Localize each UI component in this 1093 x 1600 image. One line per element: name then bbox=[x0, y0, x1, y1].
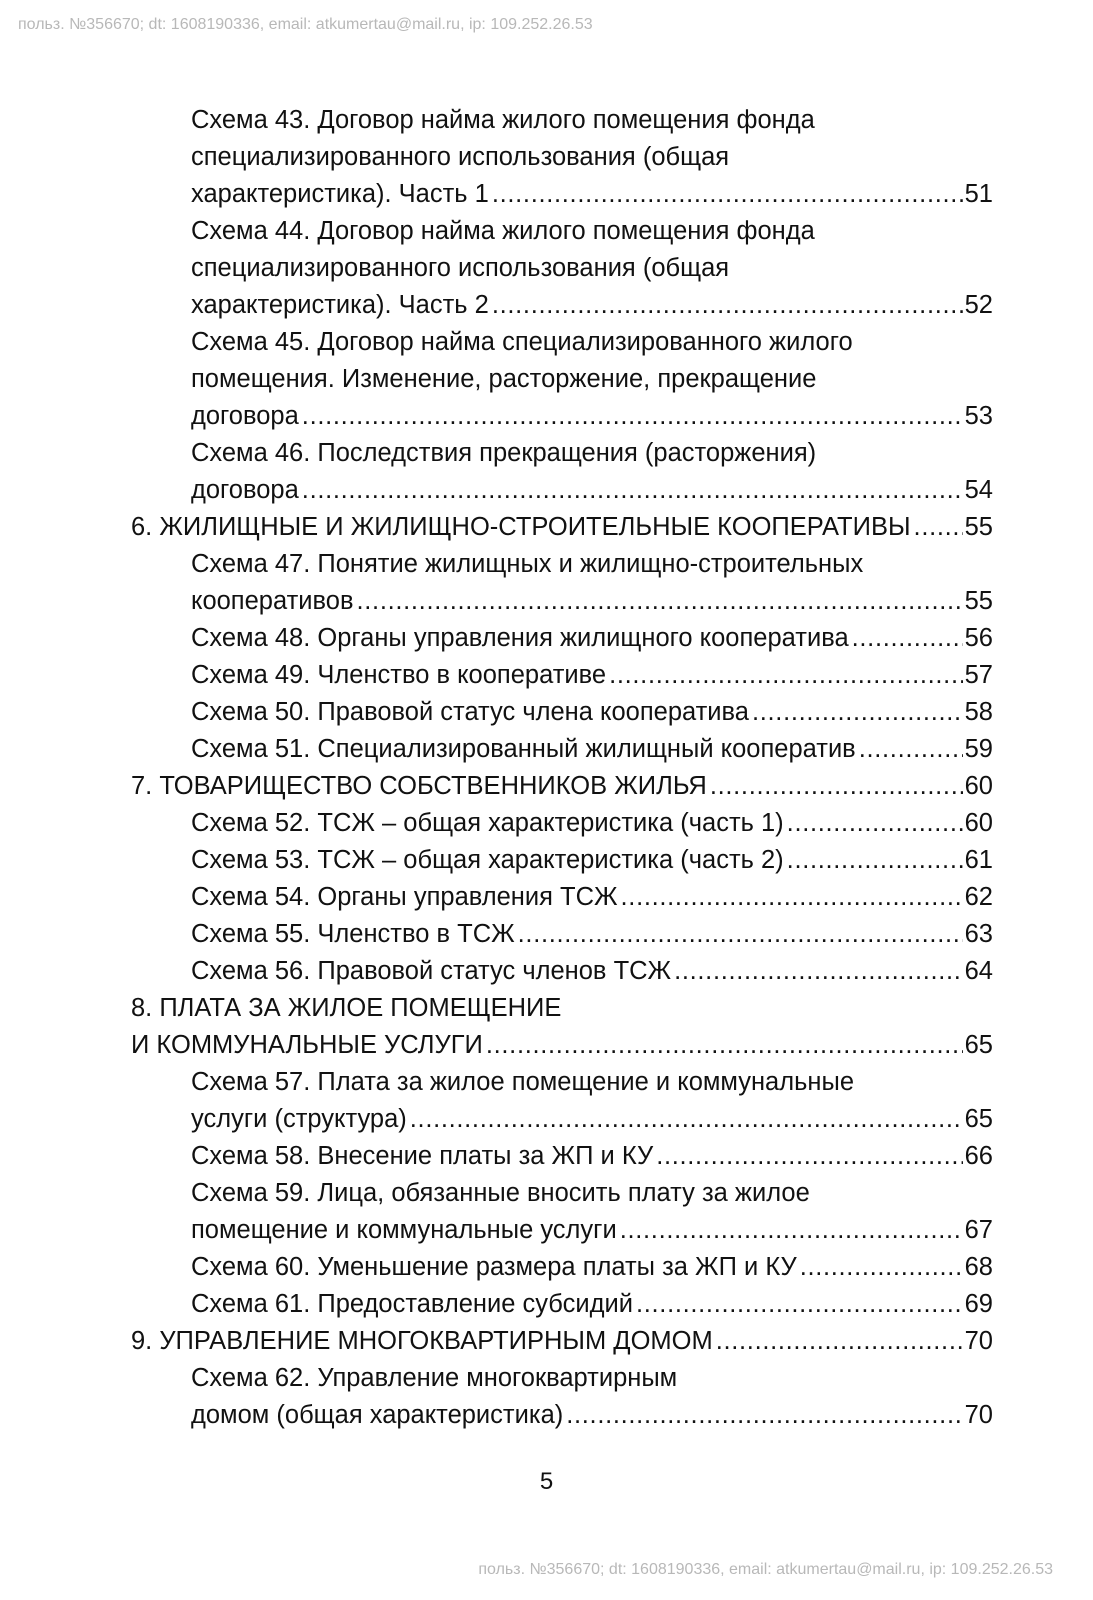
toc-section-entry[interactable] bbox=[131, 509, 993, 546]
toc-entry-leader-line bbox=[191, 1397, 993, 1434]
toc-scheme-entry[interactable] bbox=[131, 102, 993, 213]
dot-leader bbox=[636, 1286, 963, 1323]
dot-leader bbox=[716, 1323, 963, 1360]
dot-leader bbox=[609, 657, 963, 694]
toc-page-number: 57 bbox=[964, 661, 993, 689]
toc-scheme-entry[interactable] bbox=[131, 731, 993, 768]
toc-page-number: 53 bbox=[964, 402, 993, 430]
toc-entry-title: Схема 50. Правовой статус члена кооператива bbox=[191, 698, 749, 726]
toc-page-number: 61 bbox=[964, 846, 993, 874]
toc-page-number: 54 bbox=[964, 476, 993, 504]
toc-entry-line: Схема 45. Договор найма специализированного жилого bbox=[191, 328, 853, 356]
toc-entry-title: услуги (структура) bbox=[191, 1105, 407, 1133]
toc-entry-line: Схема 57. Плата за жилое помещение и коммунальные bbox=[191, 1068, 854, 1096]
toc-scheme-entry[interactable] bbox=[131, 1286, 993, 1323]
toc-scheme-entry[interactable] bbox=[131, 879, 993, 916]
toc-page-number: 55 bbox=[964, 513, 993, 541]
toc-entry-leader-line bbox=[191, 953, 993, 990]
toc-entry-leader-line bbox=[191, 657, 993, 694]
toc-entry-title: Схема 54. Органы управления ТСЖ bbox=[191, 883, 618, 911]
toc-entry-line: специализированного использования (общая bbox=[191, 254, 730, 282]
toc-entry-leader-line bbox=[191, 583, 993, 620]
toc-entry-leader-line bbox=[191, 731, 993, 768]
dot-leader bbox=[302, 398, 963, 435]
toc-scheme-entry[interactable] bbox=[131, 324, 993, 435]
toc-page-number: 62 bbox=[964, 883, 993, 911]
toc-entry-leader-line bbox=[191, 842, 993, 879]
toc-page-number: 63 bbox=[964, 920, 993, 948]
watermark-bottom: польз. №356670; dt: 1608190336, email: atkumertau@mail.ru, ip: 109.252.26.53 bbox=[478, 1561, 1053, 1578]
toc-entry-title: договора bbox=[191, 476, 299, 504]
toc-page-number: 59 bbox=[964, 735, 993, 763]
toc-section-entry[interactable] bbox=[131, 990, 993, 1064]
dot-leader bbox=[787, 842, 963, 879]
toc-scheme-entry[interactable] bbox=[131, 1360, 993, 1434]
toc-entry-leader-line bbox=[191, 879, 993, 916]
toc-entry-leader-line bbox=[191, 1212, 993, 1249]
toc-entry-line: специализированного использования (общая bbox=[191, 143, 730, 171]
toc-entry-title: Схема 56. Правовой статус членов ТСЖ bbox=[191, 957, 672, 985]
toc-entry-line: Схема 59. Лица, обязанные вносить плату за жилое bbox=[191, 1179, 810, 1207]
dot-leader bbox=[410, 1101, 963, 1138]
toc-scheme-entry[interactable] bbox=[131, 953, 993, 990]
toc-entry-line: Схема 44. Договор найма жилого помещения фонда bbox=[191, 217, 815, 245]
dot-leader bbox=[800, 1249, 963, 1286]
dot-leader bbox=[914, 509, 963, 546]
toc-entry-leader-line bbox=[191, 620, 993, 657]
dot-leader bbox=[656, 1138, 962, 1175]
toc-entry-title: Схема 58. Внесение платы за ЖП и КУ bbox=[191, 1142, 654, 1170]
toc-entry-leader-line bbox=[191, 398, 993, 435]
toc-entry-leader-line bbox=[191, 694, 993, 731]
table-of-contents bbox=[131, 102, 993, 1434]
toc-page-number: 70 bbox=[964, 1327, 993, 1355]
toc-page-number: 70 bbox=[964, 1401, 993, 1429]
toc-page-number: 66 bbox=[964, 1142, 993, 1170]
toc-page-number: 51 bbox=[964, 180, 993, 208]
toc-scheme-entry[interactable] bbox=[131, 657, 993, 694]
toc-section-entry[interactable] bbox=[131, 768, 993, 805]
toc-entry-title: Схема 49. Членство в кооперативе bbox=[191, 661, 607, 689]
dot-leader bbox=[566, 1397, 962, 1434]
toc-page-number: 68 bbox=[964, 1253, 993, 1281]
dot-leader bbox=[752, 694, 963, 731]
page-number: 5 bbox=[539, 1468, 554, 1495]
toc-entry-leader-line bbox=[131, 1323, 993, 1360]
toc-entry-line: 8. ПЛАТА ЗА ЖИЛОЕ ПОМЕЩЕНИЕ bbox=[131, 994, 562, 1022]
toc-entry-title: помещение и коммунальные услуги bbox=[191, 1216, 617, 1244]
toc-page-number: 52 bbox=[964, 291, 993, 319]
toc-entry-title: Схема 48. Органы управления жилищного кооператива bbox=[191, 624, 849, 652]
toc-entry-line: помещения. Изменение, расторжение, прекращение bbox=[191, 365, 817, 393]
toc-scheme-entry[interactable] bbox=[131, 1138, 993, 1175]
dot-leader bbox=[787, 805, 963, 842]
toc-entry-title: Схема 55. Членство в ТСЖ bbox=[191, 920, 515, 948]
toc-entry-title: характеристика). Часть 1 bbox=[191, 180, 489, 208]
dot-leader bbox=[710, 768, 963, 805]
toc-page-number: 69 bbox=[964, 1290, 993, 1318]
toc-page-number: 60 bbox=[964, 772, 993, 800]
toc-page-number: 58 bbox=[964, 698, 993, 726]
dot-leader bbox=[859, 731, 963, 768]
toc-page-number: 55 bbox=[964, 587, 993, 615]
dot-leader bbox=[852, 620, 963, 657]
toc-scheme-entry[interactable] bbox=[131, 1249, 993, 1286]
toc-scheme-entry[interactable] bbox=[131, 1175, 993, 1249]
toc-entry-leader-line bbox=[191, 916, 993, 953]
toc-scheme-entry[interactable] bbox=[131, 842, 993, 879]
toc-entry-title: Схема 51. Специализированный жилищный кооператив bbox=[191, 735, 856, 763]
toc-entry-title: Схема 52. ТСЖ – общая характеристика (часть 1) bbox=[191, 809, 784, 837]
toc-entry-leader-line bbox=[191, 805, 993, 842]
toc-entry-leader-line bbox=[191, 472, 993, 509]
toc-scheme-entry[interactable] bbox=[131, 213, 993, 324]
toc-page-number: 65 bbox=[964, 1105, 993, 1133]
dot-leader bbox=[518, 916, 963, 953]
toc-entry-title: кооперативов bbox=[191, 587, 354, 615]
toc-entry-title: Схема 60. Уменьшение размера платы за ЖП и КУ bbox=[191, 1253, 797, 1281]
toc-scheme-entry[interactable] bbox=[131, 805, 993, 842]
toc-scheme-entry[interactable] bbox=[131, 546, 993, 620]
dot-leader bbox=[357, 583, 963, 620]
toc-entry-title: Схема 61. Предоставление субсидий bbox=[191, 1290, 633, 1318]
toc-entry-leader-line bbox=[191, 1138, 993, 1175]
toc-entry-line: Схема 43. Договор найма жилого помещения фонда bbox=[191, 106, 815, 134]
dot-leader bbox=[486, 1027, 963, 1064]
dot-leader bbox=[302, 472, 963, 509]
toc-entry-leader-line bbox=[131, 509, 993, 546]
toc-scheme-entry[interactable] bbox=[131, 435, 993, 509]
toc-entry-leader-line bbox=[191, 287, 993, 324]
toc-page-number: 64 bbox=[964, 957, 993, 985]
toc-entry-leader-line bbox=[191, 1249, 993, 1286]
toc-scheme-entry[interactable] bbox=[131, 916, 993, 953]
toc-entry-title: 7. ТОВАРИЩЕСТВО СОБСТВЕННИКОВ ЖИЛЬЯ bbox=[131, 772, 707, 800]
toc-entry-title: Схема 53. ТСЖ – общая характеристика (часть 2) bbox=[191, 846, 784, 874]
toc-entry-title: договора bbox=[191, 402, 299, 430]
toc-entry-line: Схема 62. Управление многоквартирным bbox=[191, 1364, 678, 1392]
toc-page-number: 65 bbox=[964, 1031, 993, 1059]
toc-entry-title: И КОММУНАЛЬНЫЕ УСЛУГИ bbox=[131, 1031, 483, 1059]
toc-scheme-entry[interactable] bbox=[131, 620, 993, 657]
toc-scheme-entry[interactable] bbox=[131, 1064, 993, 1138]
toc-page-number: 60 bbox=[964, 809, 993, 837]
toc-entry-leader-line bbox=[191, 1101, 993, 1138]
dot-leader bbox=[674, 953, 963, 990]
dot-leader bbox=[492, 287, 963, 324]
toc-entry-title: 6. ЖИЛИЩНЫЕ И ЖИЛИЩНО-СТРОИТЕЛЬНЫЕ КООПЕРАТИВЫ bbox=[131, 513, 911, 541]
dot-leader bbox=[620, 1212, 963, 1249]
toc-entry-title: характеристика). Часть 2 bbox=[191, 291, 489, 319]
dot-leader bbox=[621, 879, 963, 916]
toc-entry-line: Схема 47. Понятие жилищных и жилищно-строительных bbox=[191, 550, 864, 578]
toc-entry-leader-line bbox=[191, 176, 993, 213]
toc-entry-title: 9. УПРАВЛЕНИЕ МНОГОКВАРТИРНЫМ ДОМОМ bbox=[131, 1327, 713, 1355]
toc-entry-title: домом (общая характеристика) bbox=[191, 1401, 564, 1429]
watermark-top: польз. №356670; dt: 1608190336, email: atkumertau@mail.ru, ip: 109.252.26.53 bbox=[18, 16, 593, 33]
toc-page-number: 56 bbox=[964, 624, 993, 652]
toc-entry-leader-line bbox=[191, 1286, 993, 1323]
toc-section-entry[interactable] bbox=[131, 1323, 993, 1360]
toc-entry-leader-line bbox=[131, 768, 993, 805]
toc-entry-line: Схема 46. Последствия прекращения (расторжения) bbox=[191, 439, 817, 467]
toc-page-number: 67 bbox=[964, 1216, 993, 1244]
toc-scheme-entry[interactable] bbox=[131, 694, 993, 731]
toc-entry-leader-line bbox=[131, 1027, 993, 1064]
dot-leader bbox=[492, 176, 963, 213]
